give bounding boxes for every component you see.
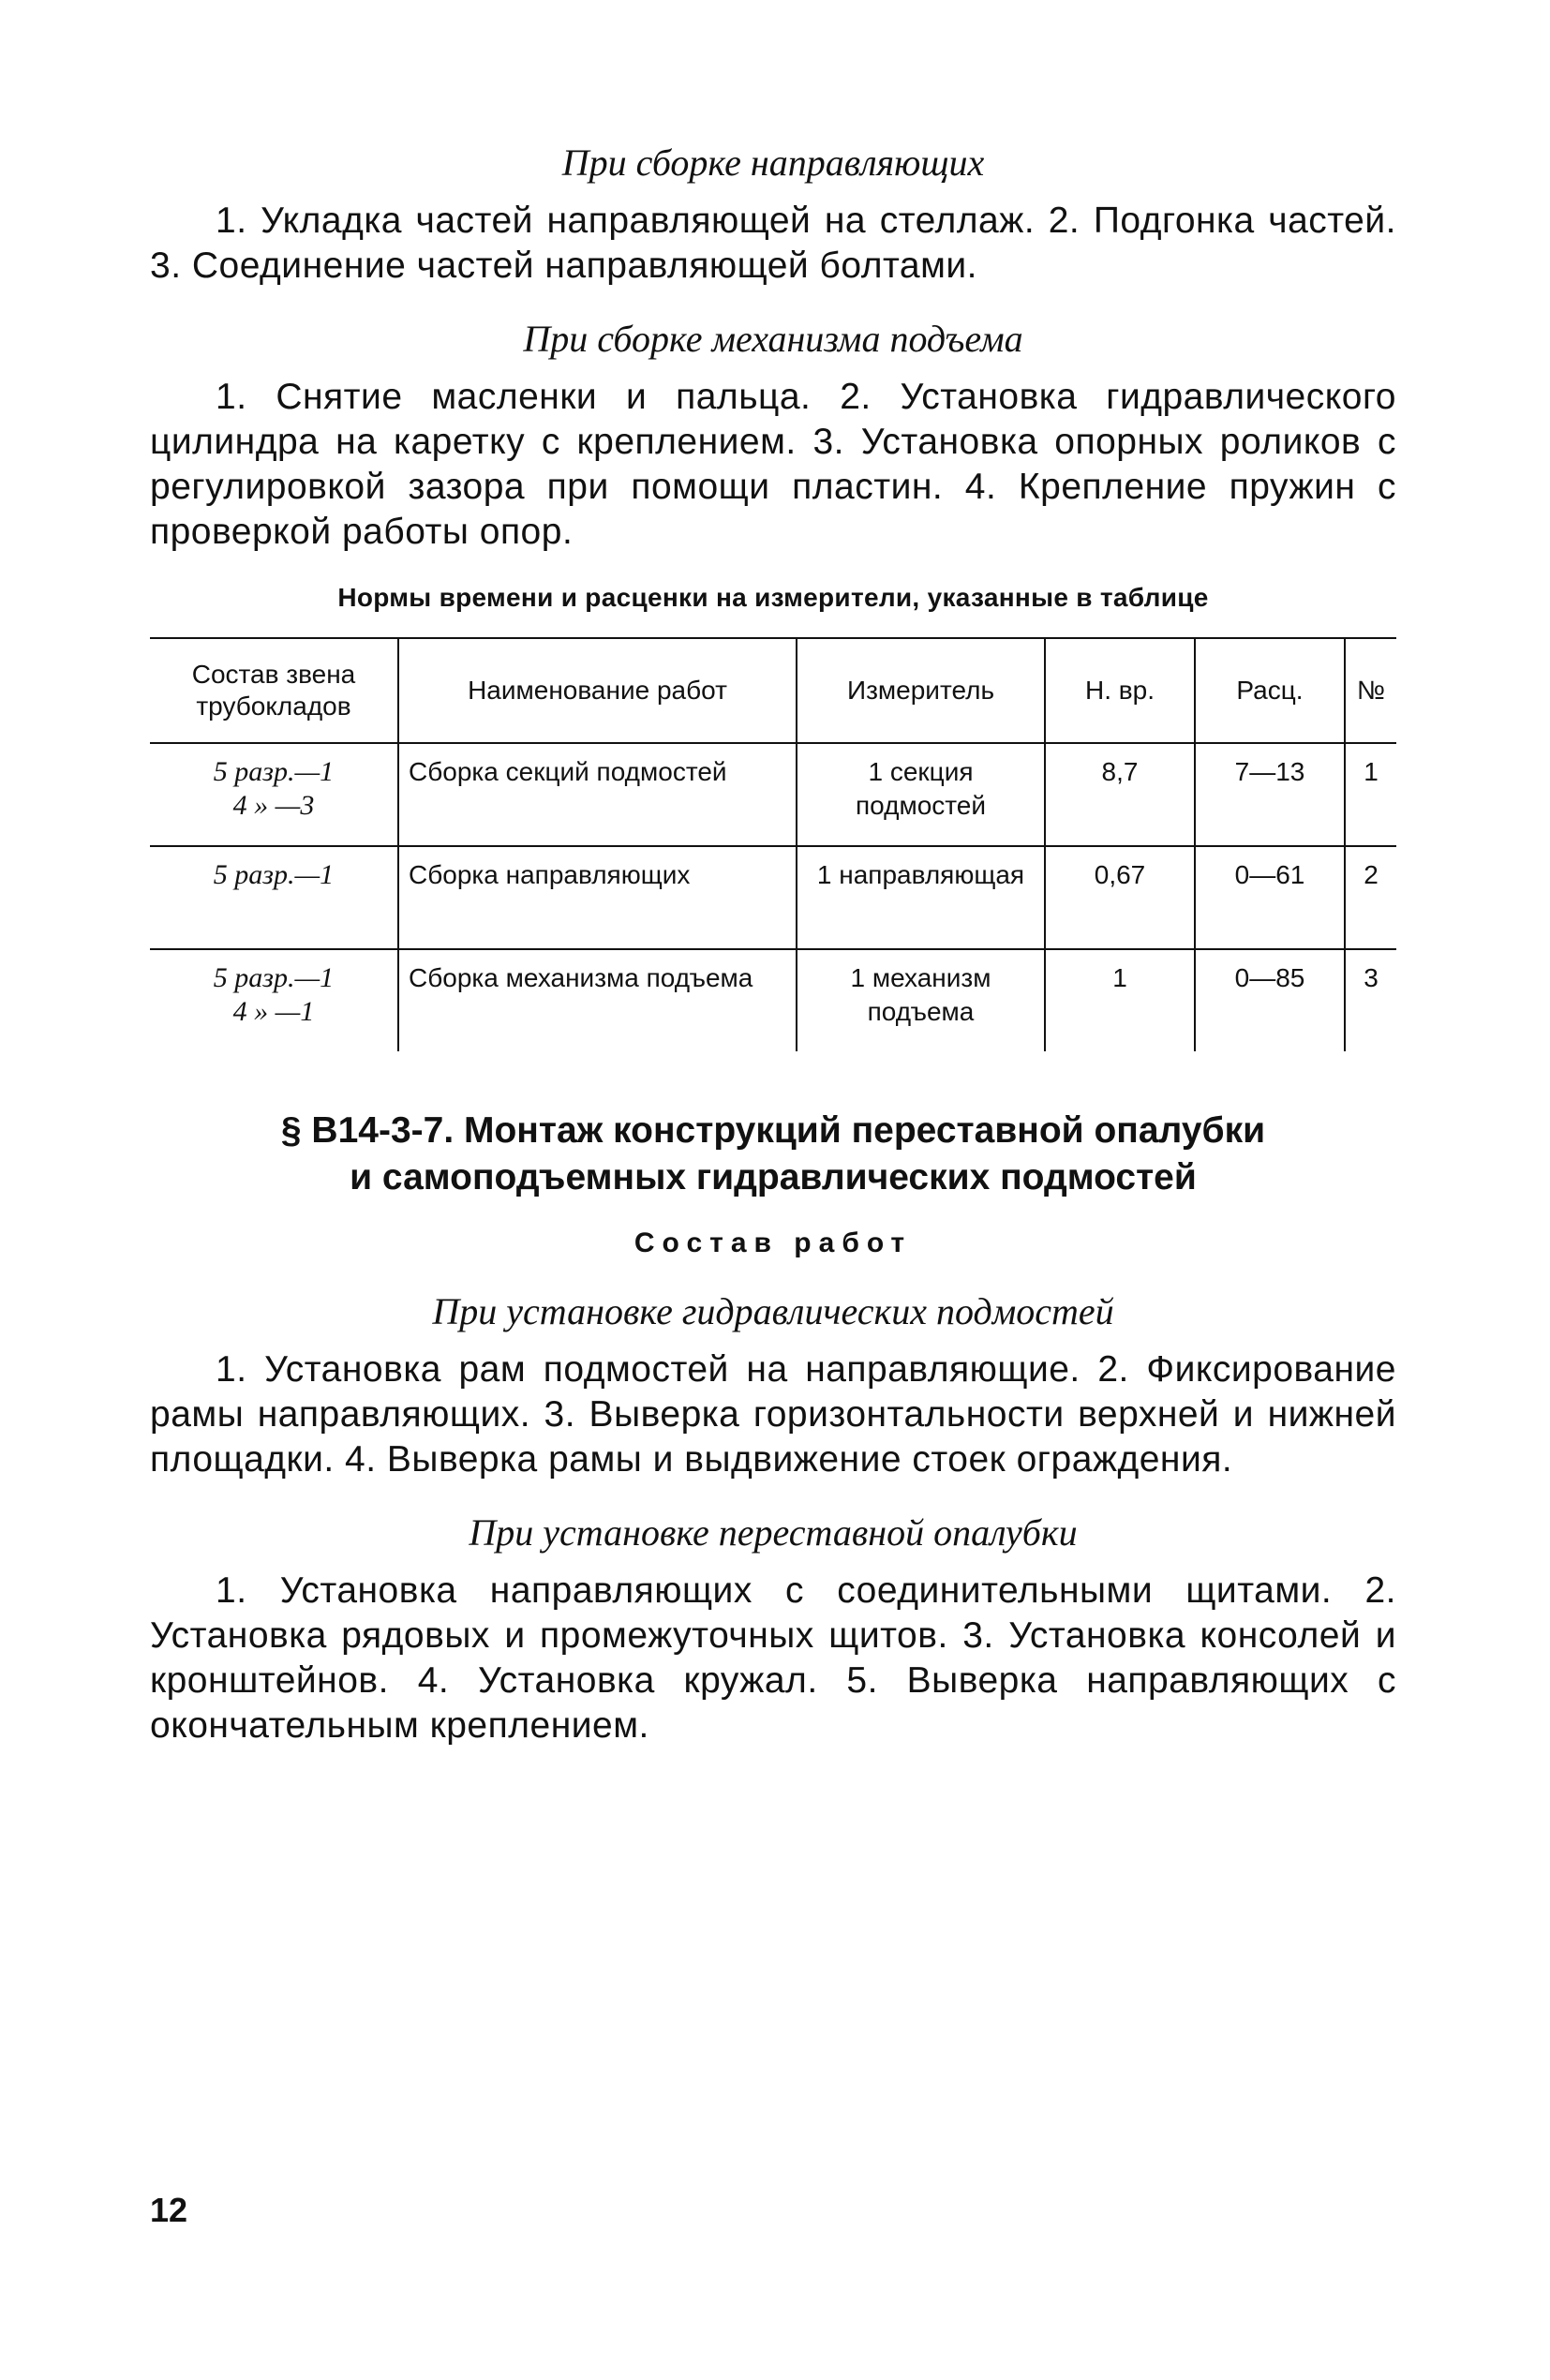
- cell-rate: 7—13: [1195, 743, 1345, 846]
- cell-num: 2: [1345, 846, 1396, 949]
- text-lift-mechanism: 1. Снятие масленки и пальца. 2. Установка гидравлического цилиндра на каретку с креплением. 3. Установка опорных роликов с регулировкой зазора при помощи пластин. 4. Крепление пружин с проверкой работы опор.: [150, 377, 1396, 552]
- crew-line: 5 разр.—1: [213, 859, 335, 890]
- cell-crew: [150, 846, 398, 949]
- section-title-line: и самоподъемных гидравлических подмостей: [350, 1157, 1197, 1197]
- table-caption: Нормы времени и расценки на измерители, указанные в таблице: [337, 583, 1209, 612]
- text-hydraulic-scaffold: 1. Установка рам подмостей на направляющие. 2. Фиксирование рамы направляющих. 3. Выверка горизонтальности верхней и нижней площадки. 4. Выверка рамы и выдвижение стоек ограждения.: [150, 1349, 1396, 1480]
- heading-movable-formwork: При установке переставной опалубки: [469, 1511, 1078, 1554]
- col-header-norm: Н. вр.: [1045, 638, 1195, 743]
- cell-work: Сборка секций подмостей: [398, 743, 797, 846]
- table-header-row: [150, 638, 1396, 743]
- table-row: [150, 846, 1396, 949]
- heading-lift-mechanism: При сборке механизма подъема: [523, 318, 1023, 360]
- col-header-unit: Измеритель: [797, 638, 1045, 743]
- cell-unit: 1 секция подмостей: [797, 743, 1045, 846]
- cell-crew: [150, 743, 398, 846]
- cell-norm: 0,67: [1045, 846, 1195, 949]
- crew-line: 4 » —3: [232, 790, 315, 821]
- cell-num: 1: [1345, 743, 1396, 846]
- cell-unit: 1 направляющая: [797, 846, 1045, 949]
- section-title: [150, 1108, 1396, 1201]
- cell-norm: 1: [1045, 949, 1195, 1051]
- section-subtitle: Состав работ: [633, 1227, 913, 1258]
- crew-line: 5 разр.—1: [213, 756, 335, 787]
- col-header-num: №: [1345, 638, 1396, 743]
- crew-line: 5 разр.—1: [213, 962, 335, 993]
- cell-crew: [150, 949, 398, 1051]
- cell-norm: 8,7: [1045, 743, 1195, 846]
- col-header-rate: Расц.: [1195, 638, 1345, 743]
- page-number: 12: [150, 2191, 188, 2229]
- heading-guides-assembly: При сборке направляющих: [561, 141, 985, 184]
- section-title-line: § В14-3-7. Монтаж конструкций переставной опалубки: [280, 1110, 1266, 1151]
- col-header-work: Наименование работ: [398, 638, 797, 743]
- cell-num: 3: [1345, 949, 1396, 1051]
- text-movable-formwork: 1. Установка направляющих с соединительными щитами. 2. Установка рядовых и промежуточных щитов. 3. Установка консолей и кронштейнов. 4. Установка кружал. 5. Выверка направляющих с окончательным креплением.: [150, 1570, 1396, 1746]
- crew-line: 4 » —1: [232, 996, 315, 1027]
- heading-hydraulic-scaffold: При установке гидравлических подмостей: [432, 1290, 1114, 1332]
- text-guides-assembly: 1. Укладка частей направляющей на стеллаж. 2. Подгонка частей. 3. Соединение частей направляющей болтами.: [150, 201, 1396, 286]
- cell-rate: 0—85: [1195, 949, 1345, 1051]
- table-row: [150, 949, 1396, 1051]
- cell-work: Сборка механизма подъема: [398, 949, 797, 1051]
- document-page: [150, 141, 1396, 1748]
- cell-work: Сборка направляющих: [398, 846, 797, 949]
- norms-table: [150, 637, 1396, 1051]
- col-header-crew: Состав звена трубокладов: [150, 638, 398, 743]
- cell-unit: 1 механизм подъема: [797, 949, 1045, 1051]
- table-row: [150, 743, 1396, 846]
- cell-rate: 0—61: [1195, 846, 1345, 949]
